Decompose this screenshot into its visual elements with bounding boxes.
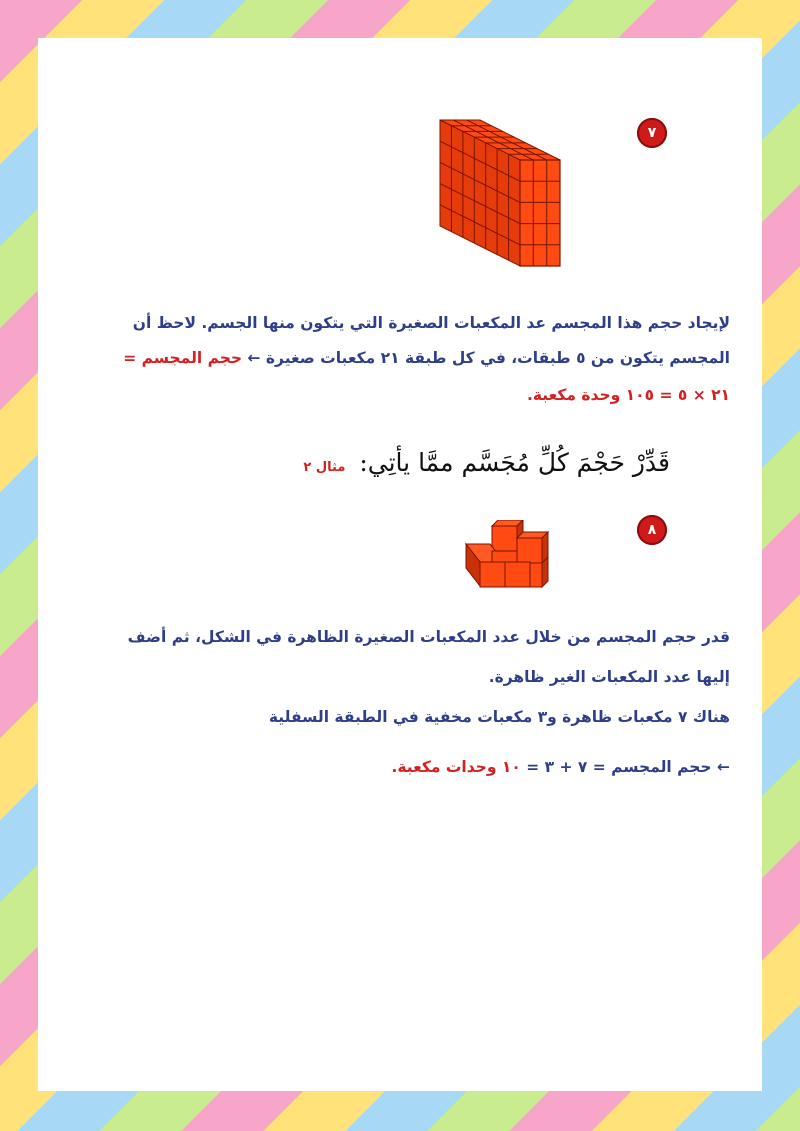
- example-8-volume-result: ١٠ وحدات مكعبة.: [391, 758, 521, 776]
- example-8-line-3: [90, 708, 730, 727]
- example-tag: مثال ٢: [303, 460, 346, 475]
- example-8-number: ٨: [647, 522, 657, 538]
- example-7-line-1: [90, 314, 730, 333]
- cuboid-figure: [438, 118, 563, 268]
- cube-stack-figure: [464, 520, 559, 588]
- example-8-line-4: [90, 758, 730, 777]
- example-7-line-3: [90, 386, 730, 405]
- example-8-volume-label: ← حجم المجسم = ٧ + ٣ =: [526, 758, 730, 776]
- example-7-badge: [637, 118, 667, 148]
- example-7-text-1: لإيجاد حجم هذا المجسم عد المكعبات الصغيرة التي يتكون منها الجسم. لاحظ أن: [132, 314, 730, 332]
- example-8-text-3: هناك ٧ مكعبات ظاهرة و٣ مكعبات مخفية في الطبقة السفلية: [268, 708, 730, 726]
- section-heading: [110, 448, 670, 477]
- example-7-number: ٧: [647, 125, 657, 141]
- example-8-line-1: [90, 628, 730, 647]
- example-8-badge: [637, 515, 667, 545]
- example-8-line-2: [90, 668, 730, 687]
- example-7-volume-result: ٢١ × ٥ = ١٠٥ وحدة مكعبة.: [526, 386, 730, 404]
- example-8-text-2: إليها عدد المكعبات الغير ظاهرة.: [488, 668, 730, 686]
- worksheet-page: [38, 38, 762, 1091]
- example-7-volume-label: حجم المجسم =: [123, 349, 243, 367]
- example-7-line-2: [90, 349, 730, 368]
- example-7-text-2: المجسم يتكون من ٥ طبقات، في كل طبقة ٢١ مكعبات صغيرة ←: [247, 349, 730, 367]
- example-8-text-1: قدر حجم المجسم من خلال عدد المكعبات الصغيرة الظاهرة في الشكل، ثم أضف: [127, 628, 730, 646]
- heading-text: قَدِّرْ حَجْمَ كُلِّ مُجَسَّم ممَّا يأتِي:: [359, 448, 670, 477]
